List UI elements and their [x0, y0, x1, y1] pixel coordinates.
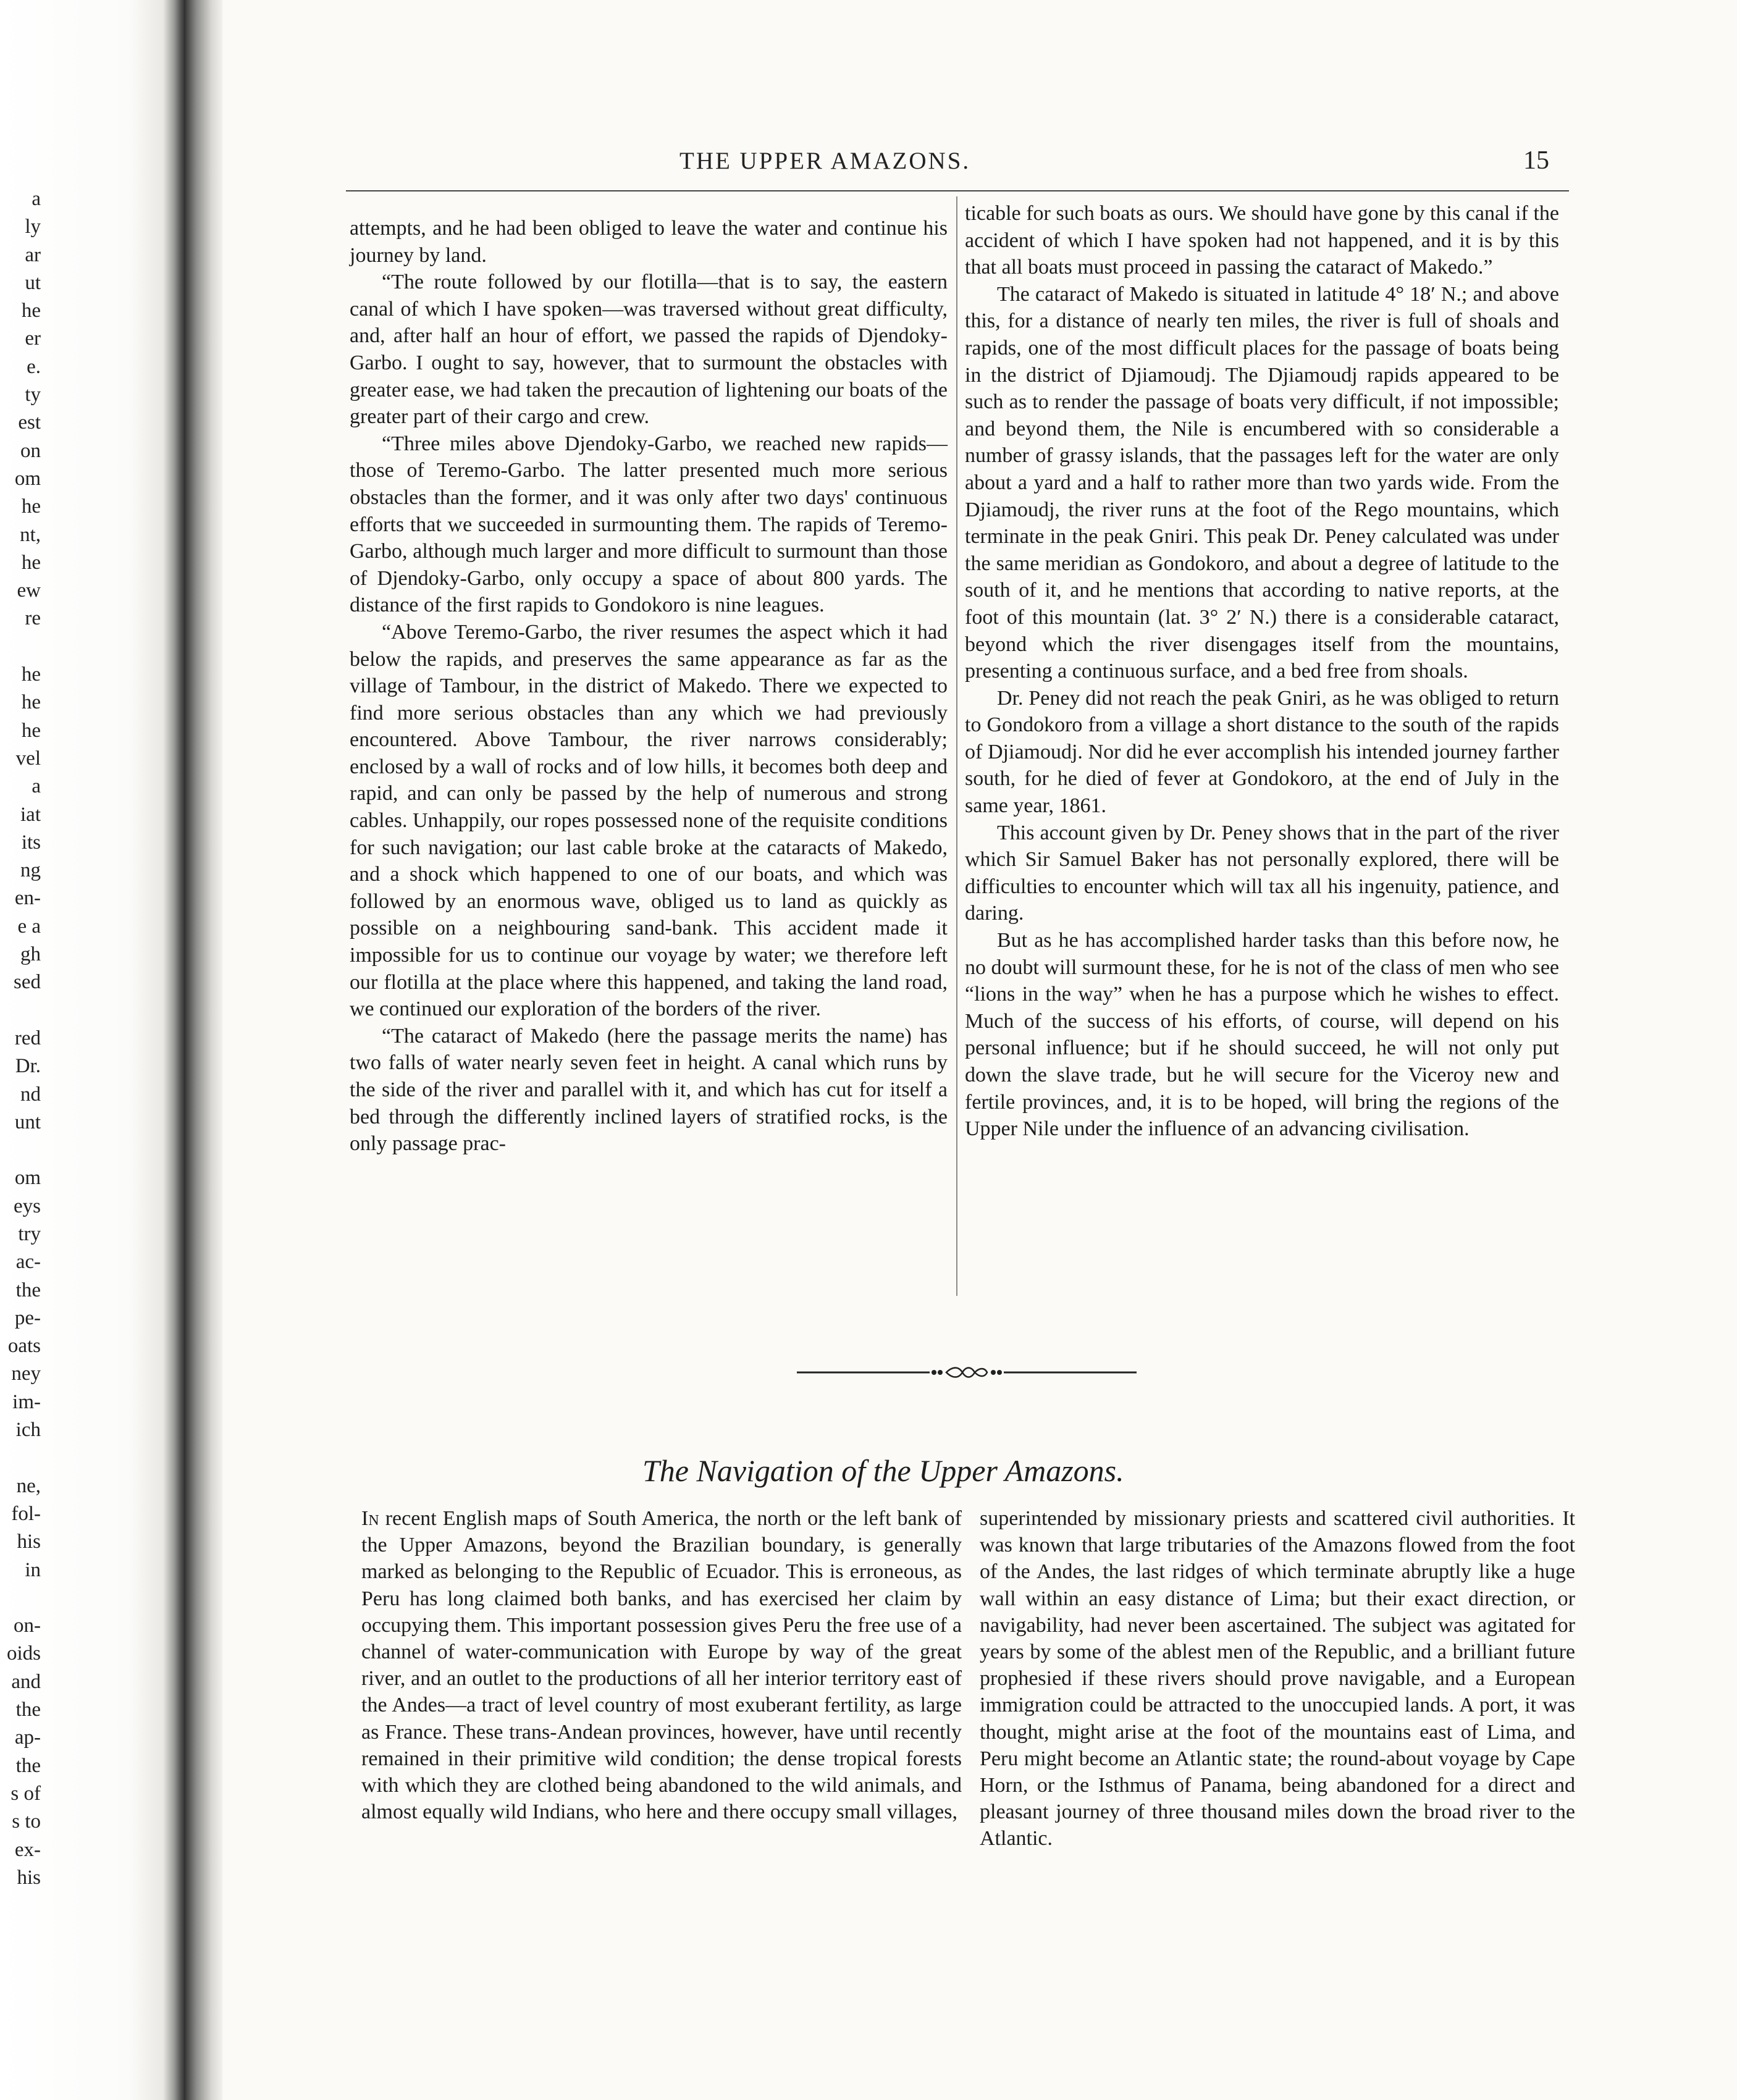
facing-page-fragment: ew — [17, 579, 41, 602]
facing-page-fragment: his — [17, 1531, 41, 1553]
facing-page-fragment: om — [14, 1167, 41, 1190]
paragraph: Dr. Peney did not reach the peak Gniri, as he was obliged to return to Gondokoro from a village a short distance to the south of the rapids of Djiamoudj. Nor did he ever accomplish his intended journey farther south, for he died of fever at Gondokoro, at the end of July in the same year, 1861. — [965, 686, 1559, 818]
paragraph: attempts, and he had been obliged to leave the water and continue his journey by land. — [350, 217, 948, 267]
facing-page-fragment: ich — [15, 1419, 41, 1442]
facing-page-fragment: s to — [12, 1810, 41, 1833]
facing-page-fragment: e. — [27, 355, 41, 378]
facing-page-fragment: om — [14, 467, 41, 490]
facing-page-fragment: iat — [20, 803, 41, 826]
facing-page-fragment: oats — [7, 1335, 41, 1358]
facing-page-text-fragments — [0, 185, 41, 1892]
facing-page-fragment: its — [21, 831, 41, 854]
facing-page-fragment: ty — [25, 384, 41, 406]
facing-page-fragment: nd — [20, 1083, 41, 1106]
paragraph: This account given by Dr. Peney shows that in the part of the river which Sir Samuel Baker has not personally explored, there will be difficulties to encounter which will tax all his ingenuity, patience, and daring. — [965, 821, 1559, 925]
facing-page-fragment: pe- — [14, 1306, 41, 1329]
facing-page-fragment: a — [32, 188, 41, 210]
facing-page-fragment: ney — [11, 1363, 41, 1385]
article-left-column — [361, 1505, 962, 1825]
facing-page-fragment: re — [25, 607, 41, 630]
facing-page-fragment: in — [25, 1558, 41, 1581]
facing-page-fragment: he — [21, 691, 41, 714]
facing-page-fragment: en- — [14, 887, 41, 910]
drop-word: In — [361, 1507, 379, 1530]
facing-page-fragment — [0, 1136, 41, 1164]
paragraph: “The route followed by our flotilla—that is to say, the eastern canal of which I have spoken—was traversed without great difficulty, and, after half an hour of effort, we passed the rapids of Djendoky-Garbo. I ought to say, however, that to surmount the obstacles with greater ease, we had taken the precaution of lightening our boats of the greater part of their cargo and crew. — [350, 271, 948, 429]
section-ornament — [797, 1365, 1137, 1380]
facing-page-fragment — [0, 1584, 41, 1612]
facing-page-fragment: ut — [25, 271, 41, 294]
facing-page-fragment: he — [21, 663, 41, 686]
facing-page-fragment: and — [11, 1670, 41, 1693]
facing-page-fragment: unt — [14, 1111, 41, 1133]
paragraph: “Three miles above Djendoky-Garbo, we reached new rapids—those of Teremo-Garbo. The latter presented much more serious obstacles than the former, and it was only after two days' continuous efforts that we succeeded in surmounting them. The rapids of Teremo-Garbo, although much larger and more difficult to surmount than those of Djendoky-Garbo, only occupy a space of about 800 yards. The distance of the first rapids to Gondokoro is nine leagues. — [350, 432, 948, 617]
facing-page-fragment: sed — [14, 971, 41, 994]
facing-page-fragment: a — [32, 775, 41, 798]
facing-page-fragment: he — [21, 551, 41, 574]
facing-page-fragment: on — [20, 439, 41, 462]
facing-page-fragment: nt, — [20, 523, 41, 546]
facing-page-fragment: Dr. — [15, 1055, 41, 1078]
paragraph: ticable for such boats as ours. We should have gone by this canal if the accident of which I have spoken had not happened, and it is by this that all boats must proceed in passing the cataract of Makedo.” — [965, 202, 1559, 279]
facing-page-fragment: ex- — [14, 1838, 41, 1861]
paragraph: “The cataract of Makedo (here the passage merits the name) has two falls of water nearly seven feet in height. A canal which runs by the side of the river and parallel with it, and which has cut for itself a bed through the differently inclined layers of stratified rocks, is the only passage prac- — [350, 1024, 948, 1156]
facing-page-fragment: ar — [25, 243, 41, 266]
facing-page-fragment: im- — [12, 1390, 41, 1413]
facing-page-fragment — [0, 633, 41, 661]
top-left-column — [350, 215, 948, 1157]
facing-page-fragment: s of — [11, 1782, 41, 1805]
facing-page-fragment: ly — [25, 216, 41, 238]
facing-page-fragment: the — [15, 1699, 41, 1721]
top-right-column — [965, 200, 1559, 1143]
facing-page-fragment: e a — [17, 915, 41, 938]
facing-page-fragment: the — [15, 1754, 41, 1777]
facing-page-fragment: er — [25, 327, 41, 350]
facing-page-fragment: he — [21, 719, 41, 742]
facing-page-fragment: eys — [14, 1195, 41, 1217]
facing-page-fragment: he — [21, 300, 41, 322]
paragraph: “Above Teremo-Garbo, the river resumes the aspect which it had below the rapids, and preserves the same appearance as far as the village of Tambour, in the district of Makedo. There we expected to find more serious obstacles than any which we had previously encountered. Above Tambour, the river narrows considerably; enclosed by a wall of rocks and of low hills, it becomes both deep and rapid, and can only be passed by the help of numerous and strong cables. Unhappily, our ropes possessed none of the requisite conditions for such navigation; our last cable broke at the cataracts of Makedo, and a shock which happened to one of our boats, and which was followed by an enormous wave, obliged us to land as quickly as possible on a neighbouring sand-bank. This accident made it impossible for us to continue our voyage by water; we therefore left our flotilla at the place where this happened, and taking the land road, we continued our exploration of the borders of the river. — [350, 620, 948, 1021]
facing-page-edge — [0, 0, 185, 2100]
facing-page-fragment — [0, 1444, 41, 1472]
facing-page-fragment: ng — [20, 859, 41, 882]
paragraph — [361, 1505, 962, 1825]
paragraph: But as he has accomplished harder tasks than this before now, he no doubt will surmount these, for he is not of the class of men who see “lions in the way” when he has a purpose which he wishes to effect. Much of the success of his efforts, of course, will depend on his personal influence; but if he should succeed, he will not only put down the slave trade, but he will secure for the Viceroy new and fertile provinces, and, it is to be hoped, will bring the regions of the Upper Nile under the influence of an advancing civilisation. — [965, 929, 1559, 1141]
paragraph: superintended by missionary priests and scattered civil authorities. It was known that large tributaries of the Amazons flowed from the foot of the Andes, the last ridges of which terminate abruptly like a huge wall within an easy distance of Lima; but their exact direction, or navigability, had never been ascertained. The subject was agitated for years by some of the ablest men of the Republic, and a brilliant future prophesied if these rivers should prove navigable, and a European immigration could be attracted to the unoccupied lands. A port, it was thought, might arise at the foot of the mountains east of Lima, and Peru might become an Atlantic state; the round-about voyage by Cape Horn, or the Isthmus of Panama, being abandoned for a direct and pleasant journey of three thousand miles down the broad river to the Atlantic. — [980, 1507, 1575, 1850]
facing-page-fragment: ac- — [15, 1251, 41, 1274]
facing-page-fragment: vel — [15, 747, 41, 770]
facing-page-fragment: ap- — [14, 1726, 41, 1749]
header-rule — [346, 190, 1569, 191]
page-number: 15 — [1523, 146, 1549, 175]
facing-page-fragment: oids — [6, 1642, 41, 1665]
facing-page-fragment: fol- — [11, 1502, 41, 1525]
facing-page-fragment: red — [14, 1027, 41, 1049]
facing-page-fragment — [0, 997, 41, 1025]
article-title: The Navigation of the Upper Amazons. — [642, 1453, 1124, 1488]
facing-page-fragment: est — [18, 411, 41, 434]
facing-page-fragment: the — [15, 1279, 41, 1301]
facing-page-fragment: his — [17, 1866, 41, 1889]
paragraph-text: recent English maps of South America, the north or the left bank of the Upper Amazons, beyond the Brazilian boundary, is generally marked as belonging to the Republic of Ecuador. This is erroneous, as Peru has long claimed both banks, and has exercised her claim by occupying them. This important possession gives Peru the free use of a channel of water-communication with Europe by way of the great river, and an outlet to the productions of all her interior territory east of the Andes—a tract of level country of most exuberant fertility, as large as France. These trans-Andean provinces, however, have until recently remained in their primitive wild condition; the dense tropical forests with which they are clothed being abandoned to the wild animals, and almost equally wild Indians, who here and there occupy small villages, — [361, 1507, 962, 1824]
paragraph: The cataract of Makedo is situated in latitude 4° 18′ N.; and above this, for a distance of nearly ten miles, the river is full of shoals and rapids, one of the most difficult places for the passage of boats being in the district of Djiamoudj. The Djiamoudj rapids appeared to be such as to render the passage of boats very difficult, if not impossible; and beyond them, the Nile is encumbered with so considerable a number of grassy islands, that the passages left for the water are only about a yard and a half to rather more than two yards wide. From the Djiamoudj, the river runs at the foot of the Rego mountains, which terminate in the peak Gniri. This peak Dr. Peney calculated was under the same meridian as Gondokoro, and about a degree of latitude to the south of it, and he mentions that according to native reports, at the foot of this mountain (lat. 3° 2′ N.) there is a considerable cataract, beyond which the river disengages itself from the mountains, presenting a continuous surface, and a bed free from shoals. — [965, 282, 1559, 683]
facing-page-fragment: gh — [20, 943, 41, 966]
article-right-column — [980, 1505, 1575, 1852]
running-head: THE UPPER AMAZONS. — [679, 148, 971, 174]
facing-page-fragment: he — [21, 495, 41, 518]
facing-page-fragment: on- — [14, 1615, 41, 1637]
binding-gutter — [185, 0, 222, 2100]
facing-page-fragment: try — [18, 1222, 41, 1245]
column-divider — [956, 196, 957, 1296]
facing-page-fragment: ne, — [16, 1474, 41, 1497]
